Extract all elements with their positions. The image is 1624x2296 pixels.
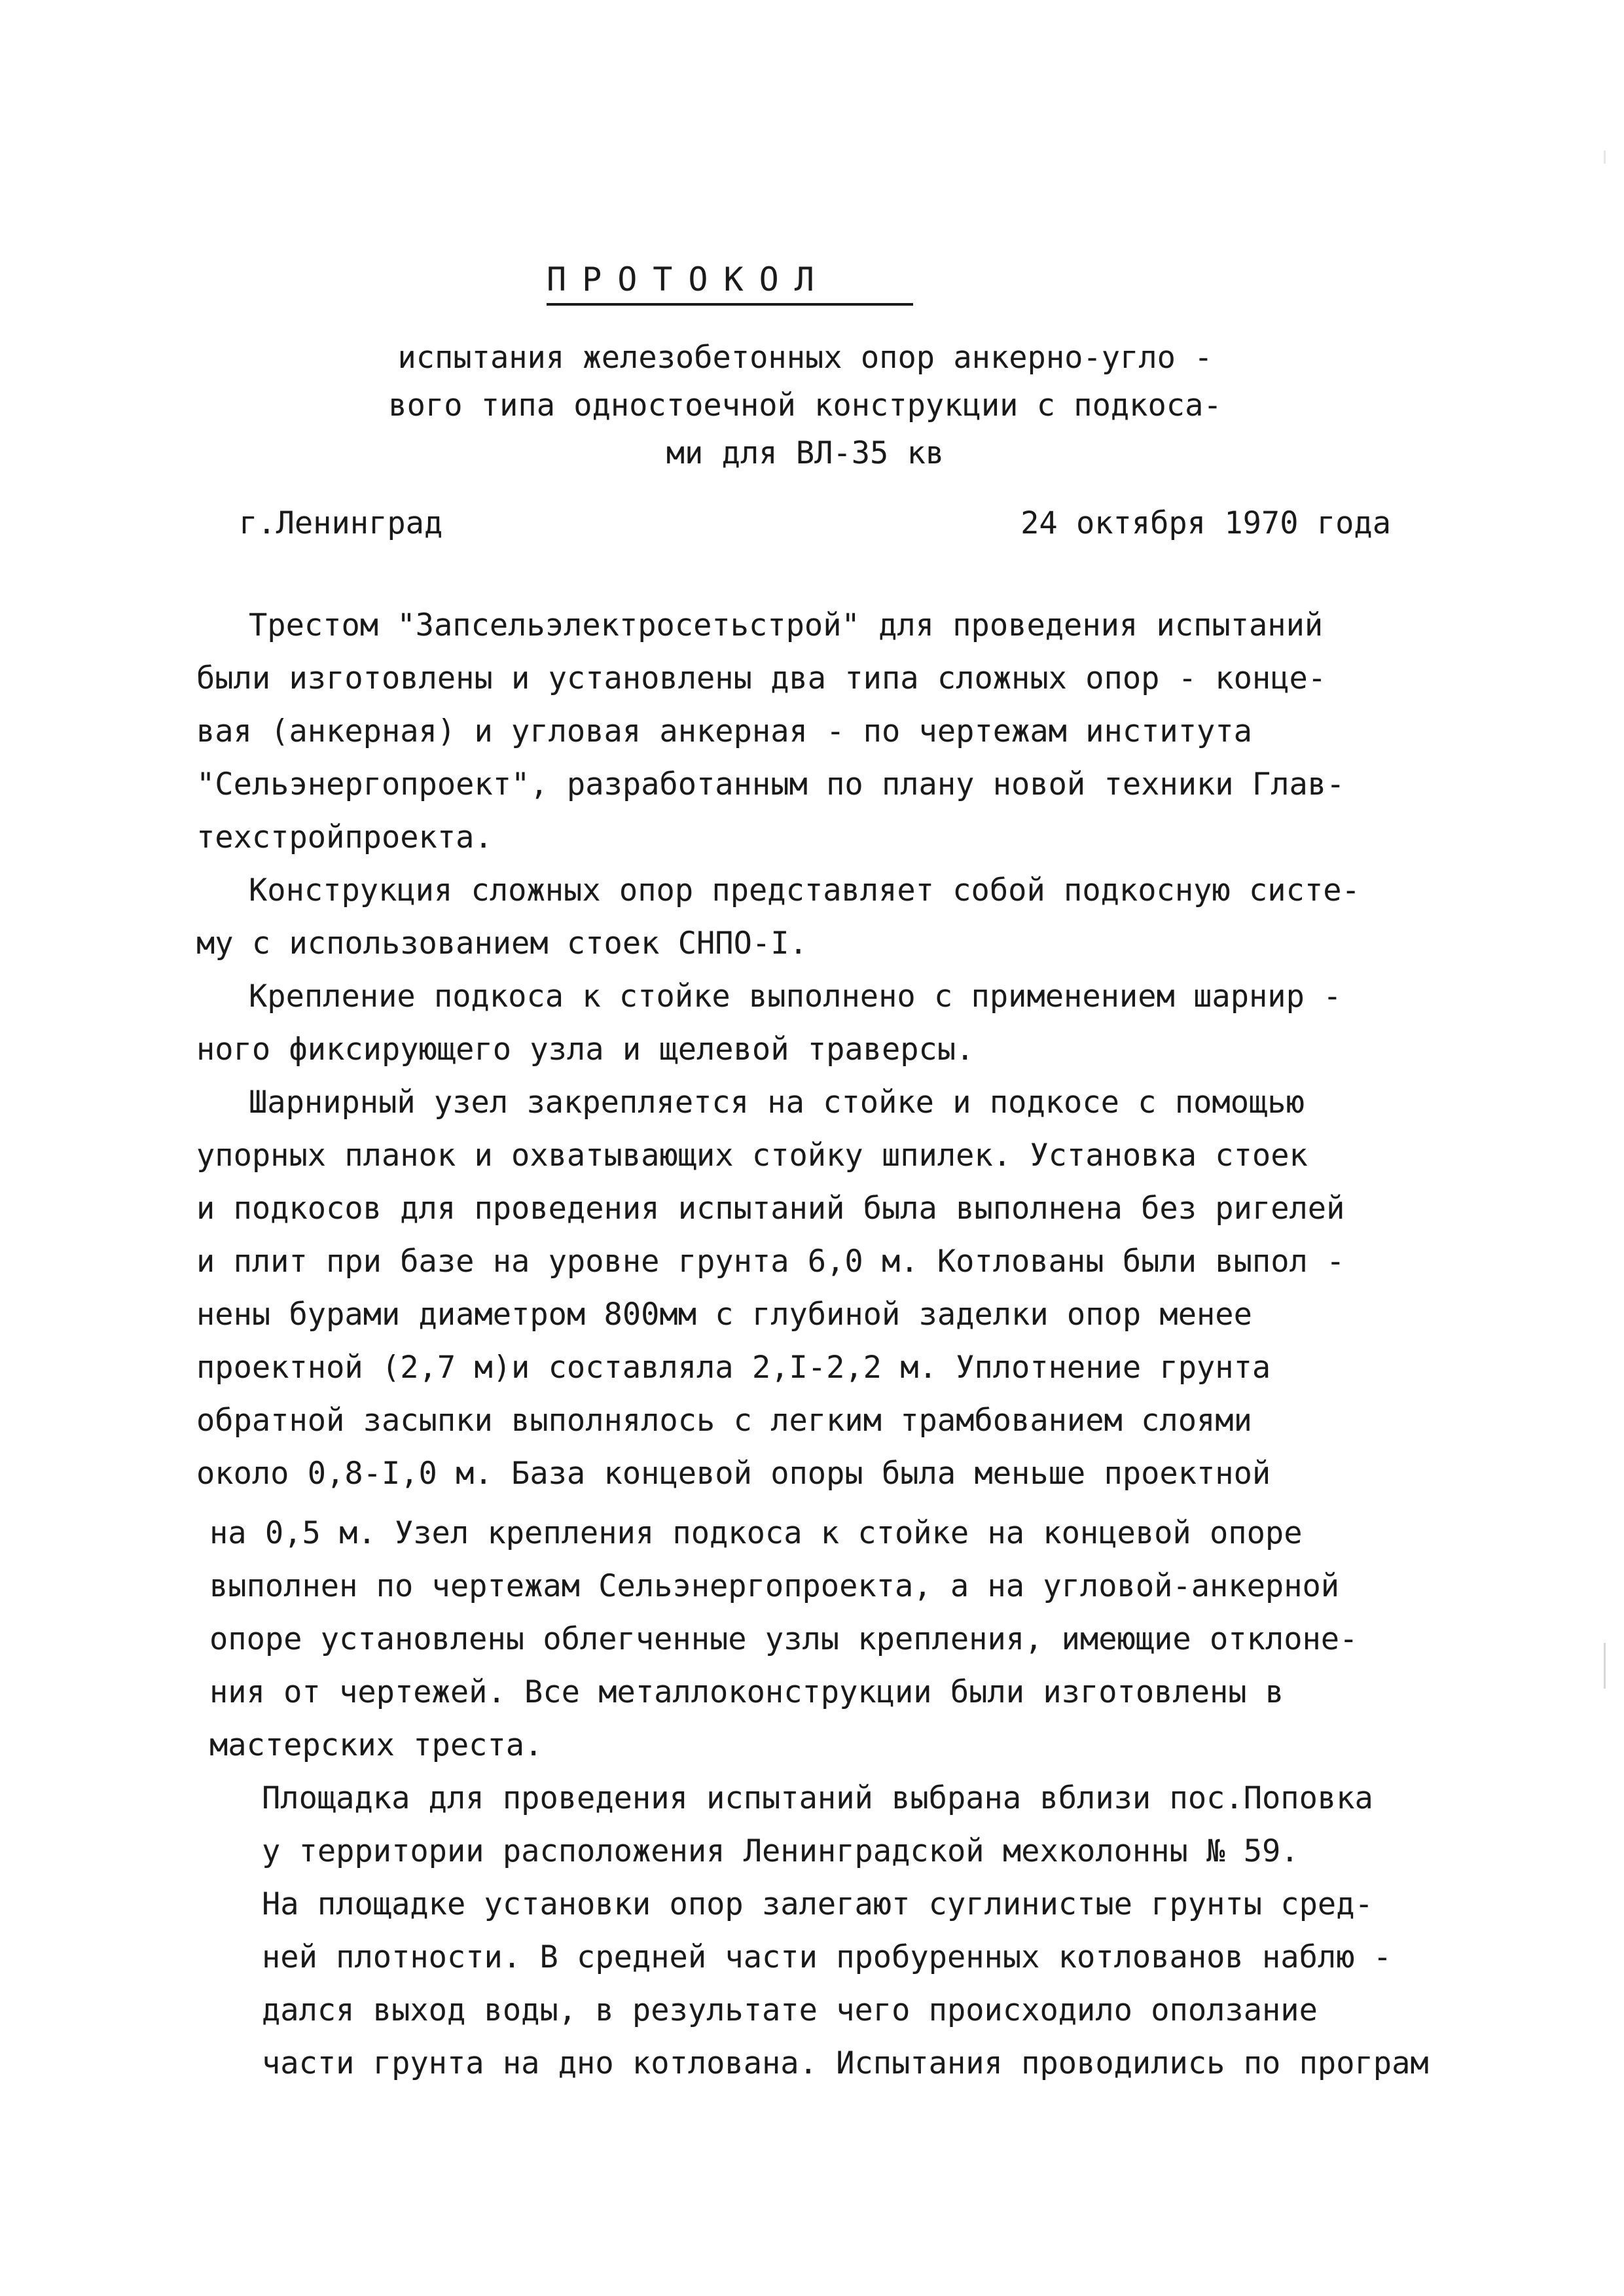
body-line: му с использованием стоек СНПО-I. bbox=[196, 925, 808, 961]
body-line: техстройпроекта. bbox=[196, 819, 493, 855]
body-block-2 bbox=[209, 1507, 1429, 2090]
body-line: у территории расположения Ленинградской мехколонны № 59. bbox=[262, 1833, 1299, 1869]
body-line: около 0,8-I,0 м. База концевой опоры была меньше проектной bbox=[196, 1456, 1271, 1492]
body-line: "Сельэнергопроект", разработанным по плану новой техники Глав- bbox=[196, 766, 1345, 802]
body-line: и подкосов для проведения испытаний была выполнена без ригелей bbox=[196, 1191, 1345, 1227]
body-line: опоре установлены облегченные узлы крепления, имеющие отклоне- bbox=[209, 1621, 1358, 1657]
body-line: части грунта на дно котлована. Испытания проводились по програм bbox=[262, 2045, 1429, 2081]
scan-mark bbox=[1604, 1643, 1606, 1689]
body-line: ного фиксирующего узла и щелевой траверсы. bbox=[196, 1031, 975, 1067]
subtitle-line: вого типа одностоечной конструкции с подкоса- bbox=[388, 387, 1222, 423]
body-line: Трестом "Запсельэлектросетьстрой" для проведения испытаний bbox=[249, 607, 1324, 643]
body-line: были изготовлены и установлены два типа сложных опор - конце- bbox=[196, 660, 1327, 696]
document-subtitle bbox=[314, 334, 1296, 477]
body-line: ния от чертежей. Все металлоконструкции были изготовлены в bbox=[209, 1674, 1284, 1710]
body-line: вая (анкерная) и угловая анкерная - по чертежам института bbox=[196, 713, 1252, 749]
body-line: нены бурами диаметром 800мм с глубиной заделки опор менее bbox=[196, 1297, 1252, 1333]
body-line: Площадка для проведения испытаний выбрана вблизи пос.Поповка bbox=[262, 1780, 1373, 1816]
body-block-1 bbox=[196, 599, 1360, 1500]
body-line: На площадке установки опор залегают суглинистые грунты сред- bbox=[262, 1886, 1373, 1922]
place-date-row bbox=[239, 501, 1391, 547]
document-title: ПРОТОКОЛ bbox=[547, 259, 913, 306]
scan-mark bbox=[1604, 151, 1606, 164]
body-line: выполнен по чертежам Сельэнергопроекта, а на угловой-анкерной bbox=[209, 1568, 1340, 1604]
body-line: Крепление подкоса к стойке выполнено с применением шарнир - bbox=[249, 978, 1342, 1014]
body-line: Конструкция сложных опор представляет собой подкосную систе- bbox=[249, 872, 1360, 908]
body-line: дался выход воды, в результате чего происходило оползание bbox=[262, 1992, 1318, 2028]
body-line: упорных планок и охватывающих стойку шпилек. Установка стоек bbox=[196, 1138, 1308, 1174]
body-line: обратной засыпки выполнялось с легким трамбованием слоями bbox=[196, 1403, 1252, 1439]
document-date: 24 октября 1970 года bbox=[1020, 505, 1391, 541]
body-line: мастерских треста. bbox=[209, 1727, 543, 1763]
body-line: Шарнирный узел закрепляется на стойке и подкосе с помощью bbox=[249, 1085, 1305, 1121]
body-line: и плит при базе на уровне грунта 6,0 м. Котлованы были выпол - bbox=[196, 1244, 1345, 1280]
body-line: на 0,5 м. Узел крепления подкоса к стойке на концевой опоре bbox=[209, 1515, 1303, 1551]
subtitle-line: ми для ВЛ-35 кв bbox=[666, 435, 945, 471]
document-place: г.Ленинград bbox=[239, 505, 443, 541]
body-line: проектной (2,7 м)и составляла 2,I-2,2 м. Уплотнение грунта bbox=[196, 1350, 1271, 1386]
body-line: ней плотности. В средней части пробуренных котлованов наблю - bbox=[262, 1939, 1392, 1975]
subtitle-line: испытания железобетонных опор анкерно-угло - bbox=[397, 340, 1213, 376]
